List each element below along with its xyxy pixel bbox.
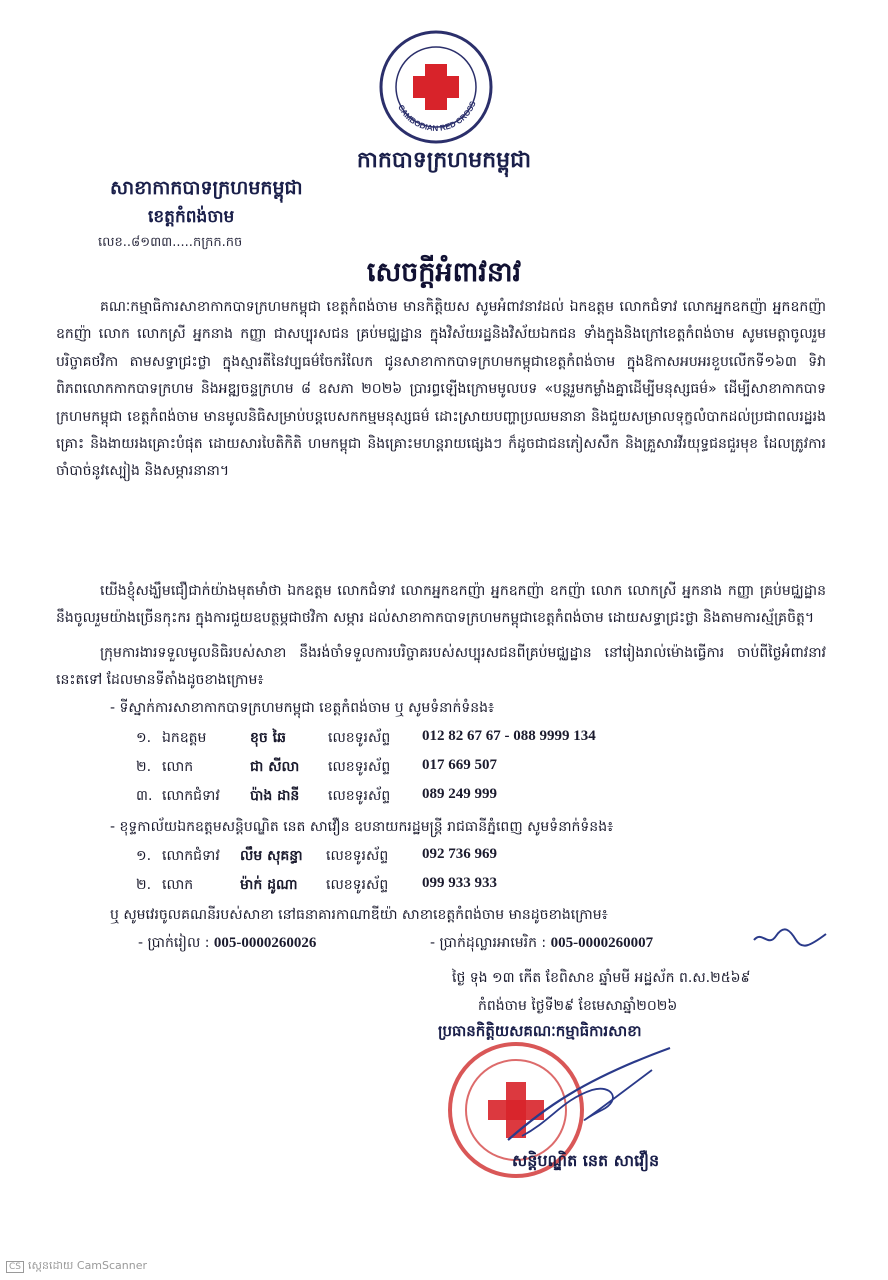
usd-account-number: 005-0000260007 — [550, 935, 654, 951]
contact-number: ២. — [136, 877, 152, 893]
branch-name: សាខាកាកបាទក្រហមកម្ពុជា — [110, 177, 303, 199]
logo-ring-text: CAMBODIAN RED CROSS — [396, 99, 478, 133]
hope-paragraph: យើងខ្ញុំសង្ឃឹមជឿជាក់យ៉ាងមុតមាំថា ឯកឧត្តម លោកជំទាវ លោកអ្នកឧកញ៉ា អ្នកឧកញ៉ា ឧកញ៉ា លោក លោកស្រី អ្នកនាង កញ្ញា គ្រប់មជ្ឈដ្ឋាននឹងចូលរួមយ៉ាងច្រើនកុះករ ក្នុងការជួយឧបត្ថម្ភជាថវិកា សម្ភារ ដល់សាខាកាកបាទក្រហមកម្ពុជាខេត្តកំពង់ចាម ដោយសទ្ធាជ្រះថ្លា និងតាមការស្ម័គ្រចិត្ត។ — [56, 583, 826, 627]
phone-number: 017 669 507 — [422, 757, 497, 773]
organization-name: កាកបាទក្រហមកម្ពុជា — [356, 148, 532, 173]
camscanner-watermark — [6, 1259, 147, 1275]
usd-label: - ប្រាក់ដុល្លារអាមេរិក : — [430, 935, 547, 951]
riel-account-number: 005-0000260026 — [213, 935, 317, 951]
document-title: សេចក្តីអំពាវនាវ — [366, 257, 522, 288]
phone-label: លេខទូរស័ព្ទ — [328, 759, 391, 775]
camscanner-label: ស្កេនដោយ CamScanner — [28, 1259, 148, 1272]
lunar-date: ថ្ងៃ ទុង ១៣ កើត ខែពិសាខ ឆ្នាំមមី អដ្ឋស័ក ព.ស.២៥៦៩ — [452, 970, 751, 986]
contact-name: ខុច ឆៃ — [250, 730, 286, 746]
usd-account — [430, 933, 653, 954]
handwritten-scribble — [752, 926, 828, 950]
appeal-paragraph: គណៈកម្មាធិការសាខាកាកបាទក្រហមកម្ពុជា ខេត្តកំពង់ចាម មានកិត្តិយស សូមអំពាវនាវដល់ ឯកឧត្តម លោកជំទាវ លោកអ្នកឧកញ៉ា អ្នកឧកញ៉ា ឧកញ៉ា លោក លោកស្រី អ្នកនាង កញ្ញា ជាសប្បុរសជន គ្រប់មជ្ឈដ្ឋាន ក្នុងវិស័យរដ្ឋនិងវិស័យឯកជន ទាំងក្នុងនិងក្រៅខេត្តកំពង់ចាម សូមមេត្តាចូលរួមបរិច្ចាគថវិកា តាមសទ្ធាជ្រះថ្លា ក្នុងស្មារតីនៃវប្បធម៌ចែករំលែក ជូនសាខាកាកបាទក្រហមកម្ពុជាខេត្តកំពង់ចាម ក្នុងឱកាសអបអរខួបលើកទី១៦៣ ទិវាពិភពលោកកាកបាទក្រហម និងអឌ្ឍចន្ទក្រហម ៨ ឧសភា ២០២៦ ប្រារព្ធឡើងក្រោមមូលបទ «បន្តរួមកម្លាំងគ្នាដើម្បីមនុស្សធម៌» ដើម្បីសាខាកាកបាទក្រហមកម្ពុជា ខេត្តកំពង់ចាម មានមូលនិធិសម្រាប់បន្តបេសកកម្មមនុស្សធម៌ ដោះស្រាយបញ្ហាប្រឈមនានា និងជួយសម្រាលទុក្ខលំបាកដល់ប្រជាពលរដ្ឋរងគ្រោះ និងងាយរងគ្រោះបំផុត ដោយសារបៃតិកិតិ ហមកម្ពុជា និងគ្រោះមហន្តរាយផ្សេងៗ ក៏ដូចជាជនភៀសសឹក និងគ្រួសារវីរយុទ្ធជនជួរមុខ ដែលត្រូវការចាំបាច់នូវស្បៀង និងសម្ភារនានា។ — [56, 299, 826, 480]
contact-number: ១. — [136, 848, 152, 864]
contact-title: លោក — [162, 759, 194, 775]
phone-number: 092 736 969 — [422, 846, 497, 862]
reference-number: លេខ..៨១៣៣.....កក្រក.កច — [98, 235, 243, 250]
red-cross-icon — [413, 64, 459, 110]
phone-label: លេខទូរស័ព្ទ — [326, 877, 389, 893]
cambodian-red-cross-logo — [377, 28, 495, 146]
riel-account — [138, 933, 316, 954]
contact-number: ៣. — [136, 788, 153, 804]
phone-label: លេខទូរស័ព្ទ — [326, 848, 389, 864]
office-heading: - ទីស្នាក់ការសាខាកាកបាទក្រហមកម្ពុជា ខេត្តកំពង់ចាម ឬ សូមទំនាក់ទំនង៖ — [110, 700, 495, 716]
bank-intro: ឬ សូមវេរចូលគណនីរបស់សាខា នៅធនាគារកាណាឌីយ៉ា សាខាខេត្តកំពង់ចាម មានដូចខាងក្រោម៖ — [110, 907, 608, 923]
contact-number: ១. — [136, 730, 152, 746]
contact-title: លោក — [162, 877, 194, 893]
solar-date: កំពង់ចាម ថ្ងៃទី២៩ ខែមេសាឆ្នាំ២០២៦ — [478, 998, 678, 1014]
contact-name: ម៉ាក់ ដូណា — [240, 877, 298, 893]
province-name: ខេត្តកំពង់ចាម — [148, 207, 235, 227]
contact-title: លោកជំទាវ — [162, 848, 220, 864]
senator-office-heading: - ខុទ្ទកាល័យឯកឧត្តមសន្តិបណ្ឌិត នេត សាវឿន ឧបនាយករដ្ឋមន្ត្រី រាជធានីភ្នំពេញ សូមទំនាក់ទំនង៖ — [110, 819, 614, 835]
phone-label: លេខទូរស័ព្ទ — [328, 788, 391, 804]
phone-number: 012 82 67 67 - 088 9999 134 — [422, 728, 596, 744]
contact-number: ២. — [136, 759, 152, 775]
fund-team-paragraph: ក្រុមការងារទទួលមូលនិធិរបស់សាខា នឹងរង់ចាំទទួលការបរិច្ចាគរបស់សប្បុរសជនពីគ្រប់មជ្ឈដ្ឋាន នៅរៀងរាល់ម៉ោងធ្វើការ ចាប់ពីថ្ងៃអំពាវនាវនេះតទៅ ដែលមានទីតាំងដូចខាងក្រោម៖ — [56, 645, 826, 689]
contact-title: លោកជំទាវ — [162, 788, 220, 804]
riel-label: - ប្រាក់រៀល : — [138, 935, 210, 951]
contact-name: ប៉ាង ដានី — [250, 788, 300, 804]
handwritten-signature — [502, 1040, 672, 1150]
phone-number: 099 933 933 — [422, 875, 497, 891]
signer-title: ប្រធានកិត្តិយសគណៈកម្មាធិការសាខា — [438, 1022, 642, 1040]
contact-name: លឹម សុគន្ធា — [240, 848, 303, 864]
contact-title: ឯកឧត្តម — [162, 730, 207, 746]
contact-name: ជា សីលា — [250, 759, 300, 775]
phone-label: លេខទូរស័ព្ទ — [328, 730, 391, 746]
signer-name: សន្តិបណ្ឌិត នេត សាវឿន — [512, 1151, 660, 1170]
camscanner-badge-icon: CS — [6, 1261, 24, 1273]
phone-number: 089 249 999 — [422, 786, 497, 802]
